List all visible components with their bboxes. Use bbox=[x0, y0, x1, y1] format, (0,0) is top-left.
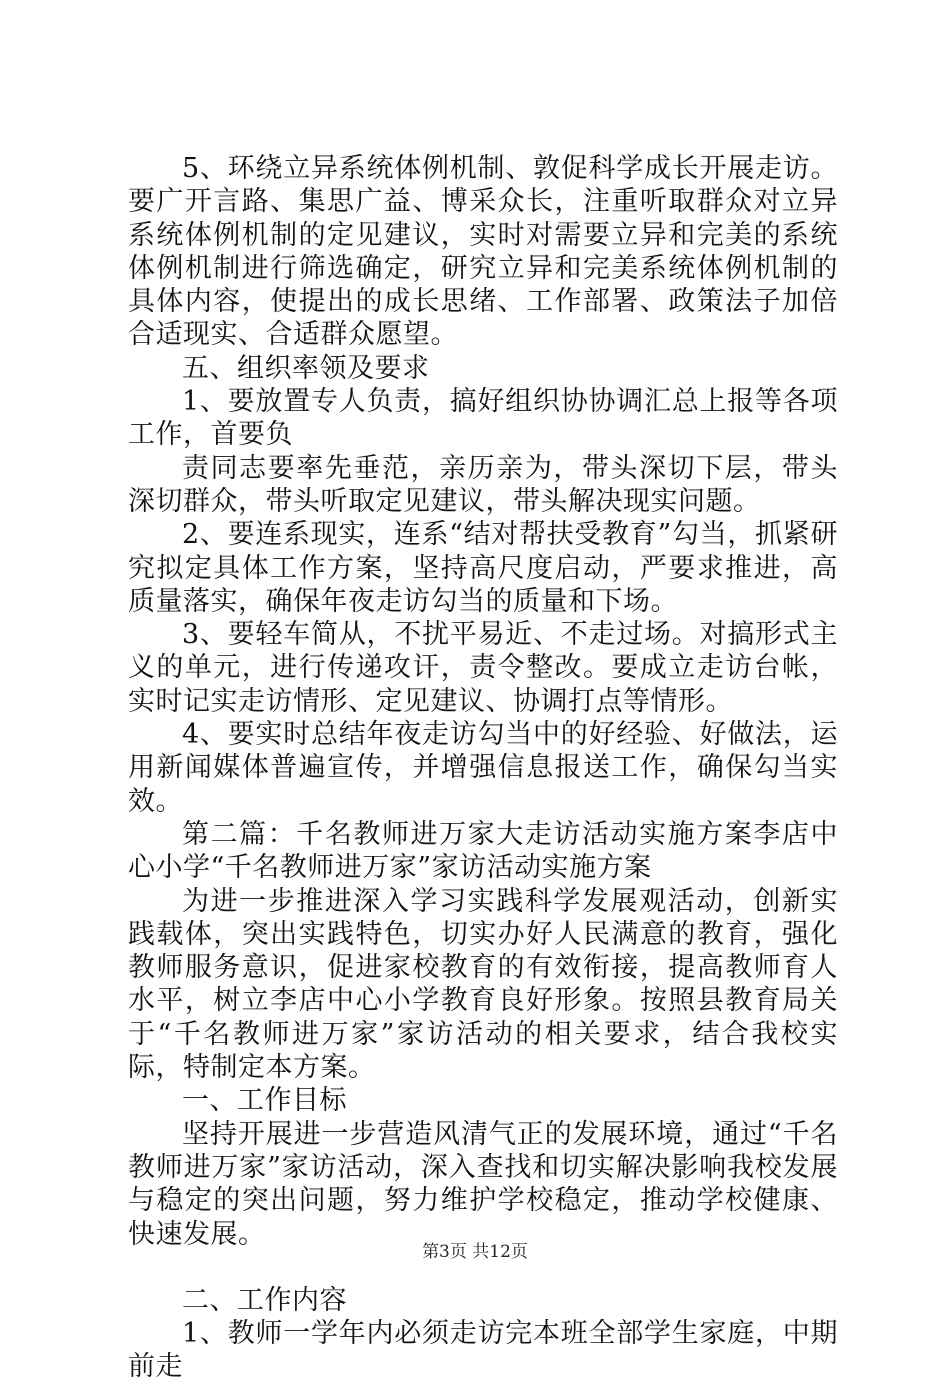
heading-work-goals: 一、工作目标 bbox=[182, 1085, 347, 1117]
document-body bbox=[128, 152, 838, 1384]
paragraph-introduction: 为进一步推进深入学习实践科学发展观活动，创新实践载体，突出实践特色，切实办好人民满意的教育，强化教师服务意识，促进家校教育的有效衔接，提高教师育人水平，树立李店中心小学教育良好形象。按照县教育局关于“千名教师进万家”家访活动的相关要求，结合我校实际，特制定本方案。 bbox=[128, 885, 838, 1084]
heading-organization-requirements: 五、组织率领及要求 bbox=[182, 352, 430, 384]
paragraph-requirement-2: 2、要连系现实，连系“结对帮扶受教育”勾当，抓紧研究拟定具体工作方案，坚持高尺度启动，严要求推进，高质量落实，确保年夜走访勾当的质量和下场。 bbox=[128, 519, 838, 617]
section-title-part-two: 第二篇：千名教师进万家大走访活动实施方案李店中心小学“千名教师进万家”家访活动实施方案 bbox=[128, 818, 838, 884]
page-number: 第3页 共12页 bbox=[422, 1242, 528, 1262]
heading-work-content: 二、工作内容 bbox=[182, 1284, 347, 1316]
paragraph-requirement-4: 4、要实时总结年夜走访勾当中的好经验、好做法，运用新闻媒体普遍宣传，并增强信息报送工作，确保勾当实效。 bbox=[128, 719, 838, 817]
paragraph-innovation-visits: 5、环绕立异系统体例机制、敦促科学成长开展走访。要广开言路、集思广益、博采众长，注重听取群众对立异系统体例机制的定见建议，实时对需要立异和完美的系统体例机制进行筛选确定，研究立异和完美系统体例机制的具体内容，使提出的成长思绪、工作部署、政策法子加倍合适现实、合适群众愿望。 bbox=[128, 153, 838, 351]
paragraph-requirement-3: 3、要轻车简从，不扰平易近、不走过场。对搞形式主义的单元，进行传递攻讦，责令整改。要成立走访台帐，实时记实走访情形、定见建议、协调打点等情形。 bbox=[128, 619, 838, 717]
paragraph-requirement-1: 1、要放置专人负责，搞好组织协协调汇总上报等各项工作，首要负 bbox=[128, 386, 838, 451]
paragraph-work-content-1: 1、教师一学年内必须走访完本班全部学生家庭，中期前走 bbox=[128, 1318, 838, 1383]
paragraph-requirement-1-cont: 责同志要率先垂范，亲历亲为，带头深切下层，带头深切群众，带头听取定见建议，带头解决现实问题。 bbox=[128, 452, 838, 517]
paragraph-work-goals: 坚持开展进一步营造风清气正的发展环境，通过“千名教师进万家”家访活动，深入查找和切实解决影响我校发展与稳定的突出问题，努力维护学校稳定，推动学校健康、快速发展。 bbox=[128, 1118, 838, 1250]
